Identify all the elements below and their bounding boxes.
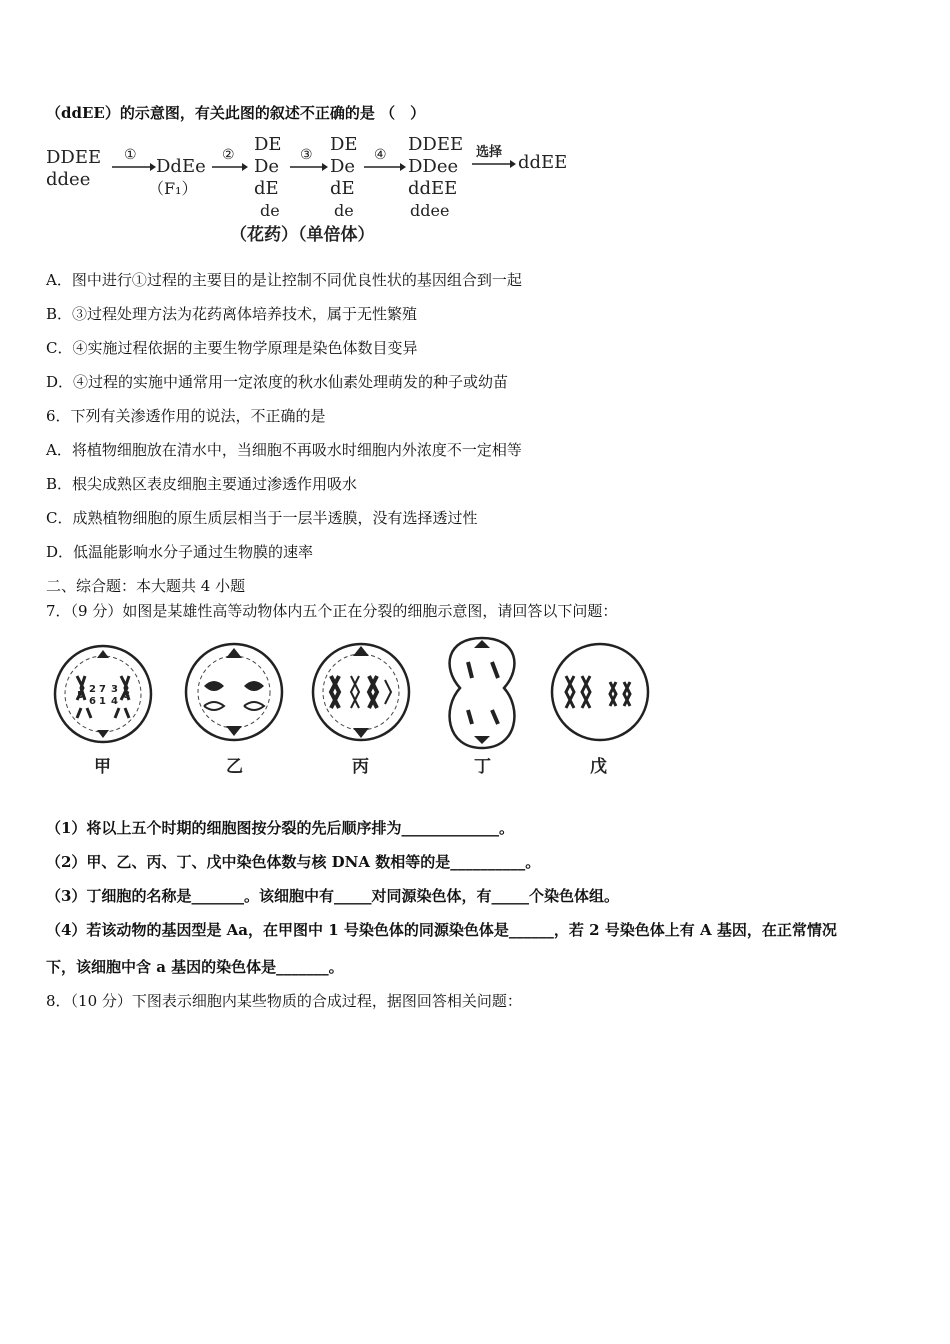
col3-item: dE xyxy=(330,178,355,199)
q6-option-d: D．低温能影响水分子通过生物膜的速率 xyxy=(46,543,314,561)
cell-yi xyxy=(186,644,282,740)
step-1-label: ① xyxy=(124,147,137,163)
q5-option-b: B．③过程处理方法为花药离体培养技术，属于无性繁殖 xyxy=(46,305,418,323)
col2-item: DE xyxy=(254,134,282,155)
col3-item: DE xyxy=(330,134,358,155)
chrom-number: 5 xyxy=(77,690,84,701)
cell-bing xyxy=(313,644,409,740)
q7-stem: 7．（9 分）如图是某雄性高等动物体内五个正在分裂的细胞示意图，请回答以下问题： xyxy=(46,602,618,620)
cell-wu xyxy=(552,644,648,740)
breeding-scheme-figure xyxy=(44,130,584,250)
step-2-label: ② xyxy=(222,147,235,163)
chrom-number: 6 xyxy=(89,696,96,707)
scheme-f1-label: （F₁） xyxy=(148,179,198,198)
col4-item: ddEE xyxy=(408,178,458,199)
chrom-number: 2 xyxy=(89,684,96,695)
chrom-number: 1 xyxy=(99,696,106,707)
q5-option-d: D．④过程的实施中通常用一定浓度的秋水仙素处理萌发的种子或幼苗 xyxy=(46,373,509,391)
col4-item: DDee xyxy=(408,156,459,177)
col3-item: de xyxy=(334,201,354,220)
select-label: 选择 xyxy=(476,145,503,160)
col3-item: De xyxy=(330,156,356,177)
chrom-number: 8 xyxy=(123,690,130,701)
cell-jia xyxy=(55,646,151,742)
q7-sub2: （2）甲、乙、丙、丁、戊中染色体数与核 DNA 数相等的是__________。 xyxy=(46,853,541,871)
cell-label-wu: 戊 xyxy=(590,757,607,777)
q6-stem: 6．下列有关渗透作用的说法，不正确的是 xyxy=(46,407,326,425)
chrom-number: 3 xyxy=(111,684,118,695)
step-4-label: ④ xyxy=(374,147,387,163)
arrow-4-head xyxy=(400,163,406,171)
q5-option-a: A．图中进行①过程的主要目的是让控制不同优良性状的基因组合到一起 xyxy=(46,271,522,289)
arrow-2-head xyxy=(242,163,248,171)
cell-ding xyxy=(450,638,515,748)
scheme-start-1: DDEE xyxy=(46,147,102,168)
arrow-3-head xyxy=(322,163,328,171)
scheme-bottom-label: （花药）（单倍体） xyxy=(230,225,375,245)
q7-sub4-line2: 下，该细胞中含 a 基因的染色体是_______。 xyxy=(46,958,344,976)
cell-label-bing: 丙 xyxy=(352,757,369,777)
cell-label-ding: 丁 xyxy=(474,757,491,777)
section-heading: 二、综合题：本大题共 4 小题 xyxy=(46,577,246,595)
chrom-number: 4 xyxy=(111,696,118,707)
col2-item: de xyxy=(260,201,280,220)
scheme-start-2: ddee xyxy=(46,169,91,190)
q6-option-a: A．将植物细胞放在清水中，当细胞不再吸水时细胞内外浓度不一定相等 xyxy=(46,441,522,459)
q8-stem: 8．（10 分）下图表示细胞内某些物质的合成过程，据图回答相关问题： xyxy=(46,992,522,1010)
q7-sub4-line1: （4）若该动物的基因型是 Aa，在甲图中 1 号染色体的同源染色体是______，若 2 号染色体上有 A 基因，在正常情况 xyxy=(46,921,837,939)
step-3-label: ③ xyxy=(300,147,313,163)
col4-item: DDEE xyxy=(408,134,464,155)
scheme-end: ddEE xyxy=(518,152,568,173)
q6-option-b: B．根尖成熟区表皮细胞主要通过渗透作用吸水 xyxy=(46,475,358,493)
q7-sub3: （3）丁细胞的名称是_______。该细胞中有_____对同源染色体，有_____个染色体组。 xyxy=(46,887,619,905)
col4-item: ddee xyxy=(410,201,450,220)
q7-sub1: （1）将以上五个时期的细胞图按分裂的先后顺序排为_____________。 xyxy=(46,819,514,837)
arrow-5-head xyxy=(510,160,516,168)
q5-option-c: C．④实施过程依据的主要生物学原理是染色体数目变异 xyxy=(46,339,418,357)
q5-stem: （ddEE）的示意图，有关此图的叙述不正确的是 （ ） xyxy=(46,104,426,122)
col2-item: De xyxy=(254,156,280,177)
cell-label-yi: 乙 xyxy=(226,757,243,777)
cell-division-figure xyxy=(50,636,660,786)
scheme-f1-genotype: DdEe xyxy=(156,156,206,177)
q6-option-c: C．成熟植物细胞的原生质层相当于一层半透膜，没有选择透过性 xyxy=(46,509,478,527)
chrom-number: 7 xyxy=(99,684,106,695)
col2-item: dE xyxy=(254,178,279,199)
cell-label-jia: 甲 xyxy=(94,757,111,777)
